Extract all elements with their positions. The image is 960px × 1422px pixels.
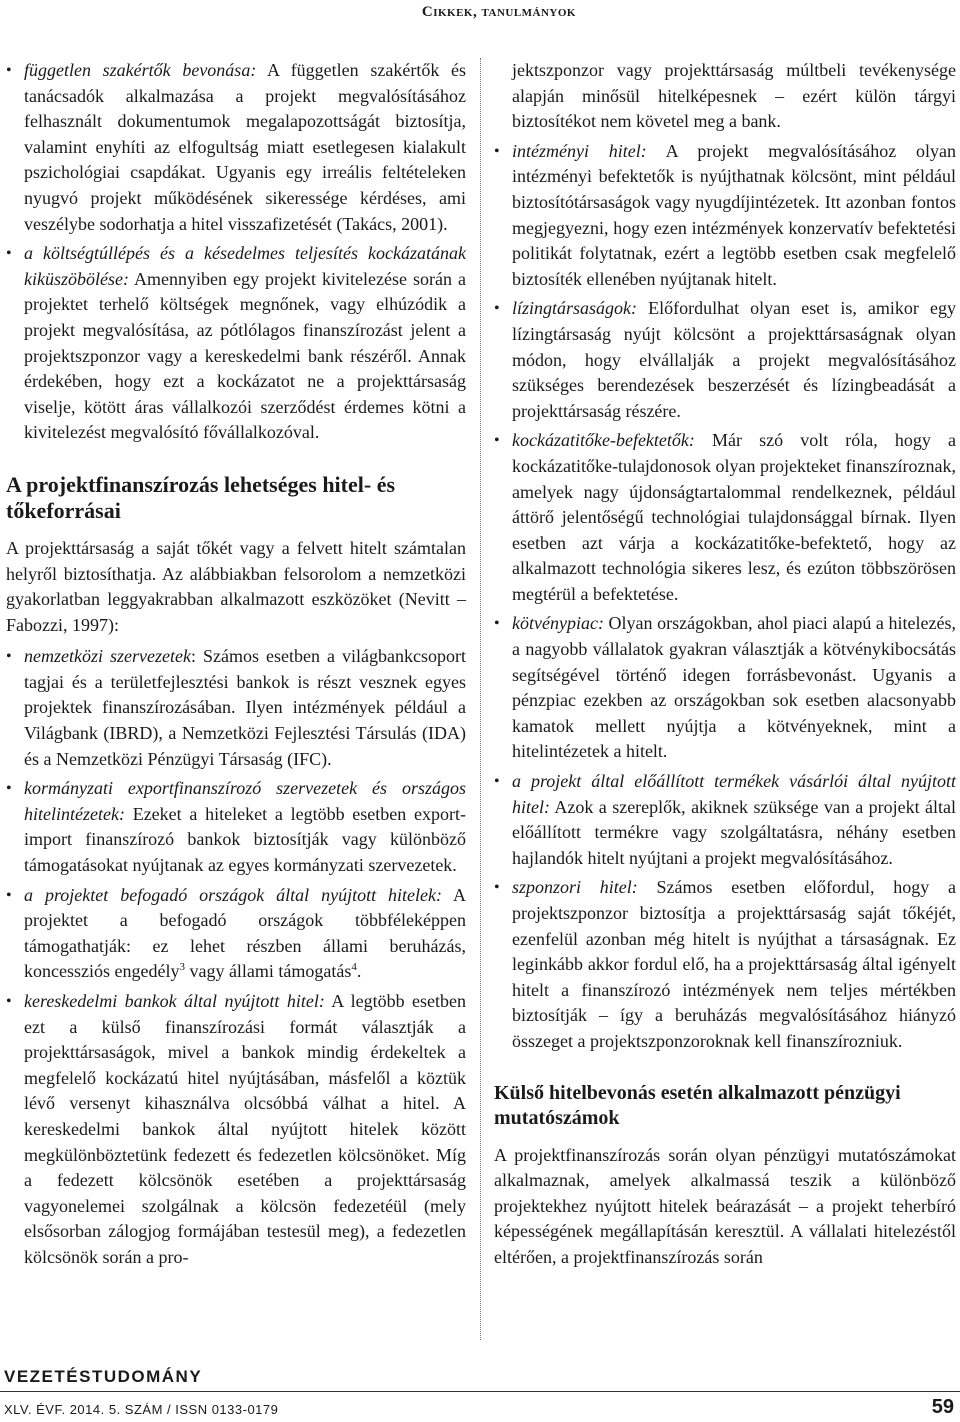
journal-masthead: VEZETÉSTUDOMÁNY bbox=[4, 1367, 203, 1386]
footer-divider bbox=[0, 1391, 960, 1392]
bullet-list-sources bbox=[6, 644, 466, 1270]
left-column bbox=[6, 58, 466, 1275]
list-item: • intézményi hitel: A projekt megvalósításához olyan intézményi befektetők is nyújthatnak kölcsönt, mint például biztosítótársaságok vagy nyugdíjintézetek. Itt azonban fontos megjegyezni, hogy ezen intézmények konzervatív befektetési politikát folytatnak, ezért a legtöbb esetben csak megfelelő biztosíték ellenében nyújtanak hitelt. bbox=[494, 139, 956, 293]
bullet-list-continued bbox=[494, 58, 956, 1055]
list-item: • nemzetközi szervezetek: Számos esetben a világbankcsoport tagjai és a területfejlesztési bankok is részt vesznek egyes projektek finanszírozásában. Ilyen intézmények például a Világbank (IBRD), a Nemzetközi Fejlesztési Társulás (IDA) és a Nemzetközi Pénzügyi Társaság (IFC). bbox=[6, 644, 466, 772]
list-item: • a költségtúllépés és a késedelmes teljesítés kockázatának kiküszöbölése: Amennyiben egy projekt kivitelezése során a projektet terhelő költségek megnőnek, vagy elhúzódik a projekt megvalósítása, az pótlólagos finanszírozást jelent a projektszponzor vagy a kereskedelmi bank részéről. Annak érdekében, hogy ezt a kockázatot ne a projekttársaság viselje, kötött áras vállalkozói szerződést érdemes kötni a kivitelezést megvalósító fővállalkozóval. bbox=[6, 241, 466, 446]
list-item: • szponzori hitel: Számos esetben előfordul, hogy a projektszponzor biztosítja a projekttársaság saját tőkéjét, ezenfelül azonban még hitelt is nyújthat a társaságnak. Ez leginkább akkor fordul elő, ha a projekttársaság által igényelt hitelt a finanszírozó intézmények nem teljes mértékben biztosítják – így a beruházás megvalósításához hiányzó összeget a projektszponzoroknak kell finanszírozniuk. bbox=[494, 875, 956, 1054]
running-head: Cikkek, tanulmányok bbox=[421, 4, 576, 20]
closing-paragraph: A projektfinanszírozás során olyan pénzügyi mutatószámokat alkalmaznak, amelyek alkalmassá teszik a különböző projektekhez nyújtott hitelek beárazását – a projekt teherbíró képességének megállapításán keresztül. A vállalati hitelezéstől eltérően, a projektfinanszírozás során bbox=[494, 1144, 956, 1267]
list-item-continuation: jektszponzor vagy projekttársaság múltbeli tevékenysége alapján minősül hitelképesnek – ezért külön tárgyi biztosítékot nem követel meg a bank. bbox=[512, 60, 956, 132]
list-item: • a projektet befogadó országok által nyújtott hitelek: A projektet a befogadó országok többféleképpen támogathatják: ez lehet részben állami beruházás, koncessziós engedély$^3$ vagy állami támogatás$^4$. bbox=[6, 883, 466, 985]
bullet-list-risk bbox=[6, 58, 466, 446]
list-item: • a projekt által előállított termékek vásárlói által nyújtott hitel: Azok a szereplők, akiknek szüksége van a projekt által előállított termékre vagy szolgáltatásra, néhány esetben hajlandók hitelt nyújtani a projekt megvalósításához. bbox=[494, 769, 956, 871]
footnote-marker: 3 bbox=[179, 961, 185, 974]
list-item: • lízingtársaságok: Előfordulhat olyan eset is, amikor egy lízingtársaság nyújt kölcsönt a projekttársaságnak olyan módon, hogy elvállalják a projekt megvalósításához szükséges berendezések beszerzését és lízingbeadását a projekttársaság részére. bbox=[494, 296, 956, 424]
issue-info: XLV. ÉVF. 2014. 5. SZÁM / ISSN 0133-0179 bbox=[4, 1402, 279, 1417]
footnote-marker: 4 bbox=[351, 961, 357, 974]
list-item: • kormányzati exportfinanszírozó szervezetek és országos hitelintézetek: Ezeket a hiteleket a legtöbb esetben export-import finanszírozó bankok biztosítják vagy különböző támogatásokat nyújtanak az egyes kormányzati szervezetek. bbox=[6, 776, 466, 878]
list-item: • kötvénypiac: Olyan országokban, ahol piaci alapú a hitelezés, a nagyobb vállalatok gyakran választják a kötvénykibocsátás segítségével történő idegen forrásbevonást. Ugyanis a pénzpiac ezekben az országokban sok esetben alacsonyabb kamatok mellett nyújtja a kötvényeknek, mint a hitelintézetek a hitelt. bbox=[494, 611, 956, 765]
list-item: • kockázatitőke-befektetők: Már szó volt róla, hogy a kockázatitőke-tulajdonosok olyan projekteket finanszíroznak, amelyek nagy újdonságtartalommal rendelkeznek, például áttörő jelentőségű technológiai tulajdonsággal bírnak. Ilyen esetben azt várja a kockázatitőke-befektető, hogy az alkalmazott technológia sikeres lesz, és ezúton többszörösen megtérül a befektetése. bbox=[494, 428, 956, 607]
right-column bbox=[494, 58, 956, 1271]
column-divider bbox=[480, 58, 481, 1340]
page-number: 59 bbox=[931, 1396, 954, 1418]
list-item: • független szakértők bevonása: A független szakértők és tanácsadók alkalmazása a projekt megvalósításához felhasznált dokumentumok megalapozottságát biztosítja, valamint enyhíti az elfogultság miatt esetlegesen kialakult pszichológiai csapdákat. Ugyanis egy irreális feltételeken nyugvó projekt működésének sikeressége kérdéses, ami veszélybe sodorhatja a hitel visszafizetését (Takács, 2001). bbox=[6, 58, 466, 237]
intro-paragraph: A projekttársaság a saját tőkét vagy a felvett hitelt számtalan helyről biztosíthatja. Az alábbiakban felsorolom a nemzetközi gyakorlatban leggyakrabban alkalmazott eszközöket (Nevitt – Fabozzi, 1997): bbox=[6, 537, 466, 635]
section-heading: Külső hitelbevonás esetén alkalmazott pénzügyi mutatószámok bbox=[494, 1081, 901, 1129]
list-item: • kereskedelmi bankok által nyújtott hitel: A legtöbb esetben ezt a külső finanszírozási formát választják a projekttársaságok, mivel a bankok mindig érdekeltek a megfelelő kockázatú hitel nyújtásában, másfelől a köztük lévő versenyt kihasználva olcsóbbá válhat a hitel. A kereskedelmi bankok által nyújtott hitelek között megkülönböztetünk fedezett és fedezetlen kölcsönöket. Míg a fedezett kölcsönök esetében a projekttársaság vagyonelemei szolgálnak a kölcsön fedezetéül (mely elsősorban zálogjog formájában testesül meg), a fedezetlen kölcsönök során a pro- bbox=[6, 989, 466, 1271]
section-heading: A projektfinanszírozás lehetséges hitel- és tőkeforrásai bbox=[6, 471, 396, 523]
